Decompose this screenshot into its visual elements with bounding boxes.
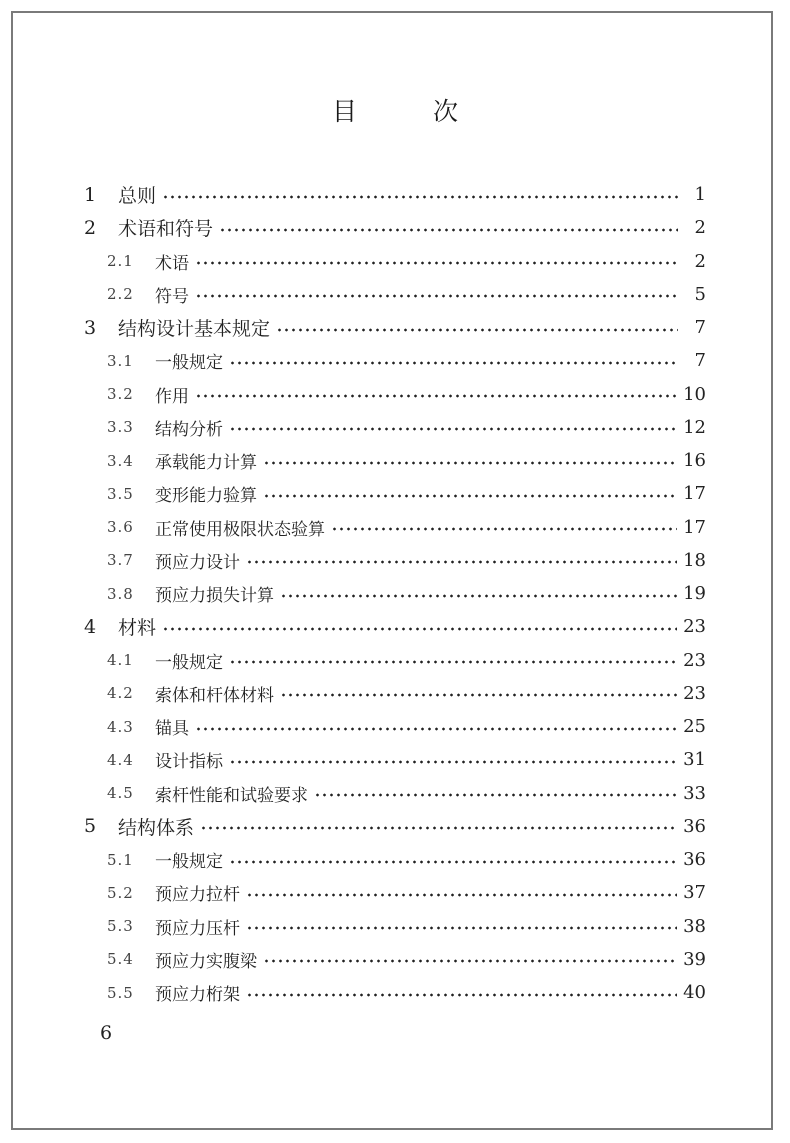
toc-entry-number: 3.2 [107, 385, 134, 403]
dot-leader [162, 627, 677, 631]
toc-section-entry[interactable] [107, 943, 706, 976]
dot-leader [200, 826, 677, 830]
toc-section-entry[interactable] [107, 644, 706, 677]
toc-entry-title: 预应力设计 [155, 552, 240, 573]
toc-entry-title: 正常使用极限状态验算 [155, 519, 325, 540]
toc-entry-number: 5.3 [107, 917, 134, 935]
toc-entry-number: 3 [84, 316, 97, 339]
toc-entry-number: 3.3 [107, 418, 134, 437]
toc-section-entry[interactable] [107, 411, 706, 444]
toc-entry-number: 5.5 [107, 983, 134, 1002]
dot-leader [219, 228, 678, 232]
toc-entry-number: 4.4 [107, 750, 134, 769]
toc-entry-page: 36 [683, 849, 706, 870]
toc-entry-title: 锚具 [155, 719, 189, 739]
toc-entry-title: 一般规定 [155, 652, 223, 673]
toc-entry-page: 17 [683, 516, 706, 538]
toc-entry-page: 19 [683, 583, 706, 604]
toc-section-entry[interactable] [107, 278, 706, 311]
toc-section-entry[interactable] [107, 677, 706, 710]
toc-entry-title: 材料 [118, 617, 157, 640]
dot-leader [229, 361, 678, 365]
toc-section-entry[interactable] [107, 743, 706, 776]
toc-entry-title: 预应力实腹梁 [155, 951, 257, 972]
toc-entry-number: 3.7 [107, 551, 134, 570]
dot-leader [195, 294, 678, 298]
toc-entry-number: 4.2 [107, 684, 134, 703]
toc-entry-title: 承载能力计算 [155, 453, 257, 473]
dot-leader [195, 261, 678, 265]
toc-entry-title: 术语和符号 [118, 218, 214, 241]
dot-leader [229, 860, 677, 864]
dot-leader [229, 760, 677, 764]
dot-leader [280, 693, 677, 697]
toc-section-entry[interactable] [107, 876, 706, 909]
toc-section-entry[interactable] [107, 511, 706, 544]
dot-leader [246, 993, 677, 997]
toc-entry-number: 3.5 [107, 484, 134, 503]
toc-entry-number: 2.2 [107, 285, 134, 304]
toc-entry-number: 1 [84, 183, 97, 206]
toc-entry-number: 4.5 [107, 784, 134, 802]
toc-chapter-entry[interactable] [84, 311, 706, 344]
dot-leader [246, 926, 677, 930]
toc-entry-page: 1 [694, 184, 706, 205]
dot-leader [263, 959, 677, 963]
toc-entry-number: 4.1 [107, 651, 134, 669]
toc-entry-number: 3.4 [107, 451, 134, 470]
toc-entry-title: 结构体系 [118, 816, 195, 839]
toc-entry-number: 3.6 [107, 518, 134, 536]
toc-entry-title: 变形能力验算 [155, 486, 257, 507]
toc-entry-number: 5.1 [107, 850, 134, 869]
toc-entry-page: 38 [683, 915, 706, 937]
toc-entry-page: 40 [683, 982, 706, 1003]
toc-chapter-entry[interactable] [84, 610, 706, 643]
toc-entry-page: 7 [694, 317, 706, 338]
toc-entry-title: 符号 [155, 286, 189, 307]
toc-entry-page: 2 [694, 217, 706, 239]
toc-entry-title: 预应力压杆 [155, 918, 240, 939]
toc-entry-number: 2.1 [107, 252, 134, 270]
dot-leader [280, 594, 677, 598]
dot-leader [314, 793, 677, 797]
dot-leader [263, 461, 677, 465]
toc-section-entry[interactable] [107, 710, 706, 743]
toc-entry-page: 17 [683, 483, 706, 505]
dot-leader [263, 494, 677, 498]
toc-entry-title: 预应力损失计算 [155, 586, 274, 606]
toc-entry-page: 23 [683, 649, 706, 671]
dot-leader [246, 893, 677, 897]
toc-entry-page: 7 [694, 350, 706, 372]
dot-leader [331, 527, 677, 531]
toc-entry-page: 23 [683, 682, 706, 704]
toc-section-entry[interactable] [107, 544, 706, 577]
toc-section-entry[interactable] [107, 444, 706, 477]
toc-entry-number: 5.4 [107, 950, 134, 969]
dot-leader [229, 660, 677, 664]
toc-section-entry[interactable] [107, 245, 706, 278]
toc-entry-title: 索体和杆体材料 [155, 685, 274, 706]
toc-entry-title: 结构分析 [155, 419, 223, 440]
toc-entry-title: 预应力桁架 [155, 985, 240, 1005]
toc-section-entry[interactable] [107, 777, 706, 810]
toc-entry-page: 2 [694, 250, 706, 272]
toc-entry-title: 一般规定 [155, 852, 223, 872]
toc-entry-title: 术语 [155, 253, 189, 274]
toc-entry-title: 设计指标 [155, 752, 223, 773]
toc-entry-title: 总则 [118, 185, 157, 207]
toc-entry-page: 39 [683, 948, 706, 970]
toc-entry-page: 5 [694, 283, 706, 305]
title-char-2: 次 [433, 97, 459, 126]
toc-chapter-entry[interactable] [84, 810, 706, 843]
toc-entry-title: 预应力拉杆 [155, 885, 240, 906]
toc-entry-number: 4 [84, 615, 97, 638]
toc-section-entry[interactable] [107, 344, 706, 377]
toc-entry-page: 23 [683, 616, 706, 638]
dot-leader [276, 328, 678, 332]
toc-entry-page: 16 [683, 450, 706, 471]
toc-entry-title: 一般规定 [155, 353, 223, 374]
toc-entry-page: 36 [683, 815, 706, 837]
toc-entry-page: 12 [683, 416, 706, 438]
toc-entry-page: 37 [683, 882, 706, 904]
toc-entry-page: 33 [683, 782, 706, 804]
toc-entry-number: 5.2 [107, 883, 134, 902]
toc-entry-number: 4.3 [107, 717, 134, 736]
toc-entry-page: 25 [683, 716, 706, 737]
page-title [0, 92, 790, 128]
dot-leader [195, 394, 677, 398]
dot-leader [195, 727, 677, 731]
toc-entry-title: 结构设计基本规定 [118, 318, 271, 340]
dot-leader [162, 195, 678, 199]
page-number: 6 [100, 1022, 113, 1044]
toc-entry-number: 5 [84, 815, 97, 838]
toc-entry-number: 2 [84, 216, 97, 239]
toc-entry-title: 索杆性能和试验要求 [155, 785, 308, 806]
toc-entry-page: 31 [683, 749, 706, 771]
toc-entry-number: 3.8 [107, 584, 134, 603]
toc-section-entry[interactable] [107, 910, 706, 943]
toc-section-entry[interactable] [107, 577, 706, 610]
toc-section-entry[interactable] [107, 477, 706, 510]
toc-entry-page: 10 [683, 383, 706, 405]
dot-leader [246, 560, 677, 564]
toc-section-entry[interactable] [107, 976, 706, 1009]
title-char-1: 目 [331, 97, 357, 126]
toc-section-entry[interactable] [107, 378, 706, 411]
toc-section-entry[interactable] [107, 843, 706, 876]
dot-leader [229, 427, 677, 431]
toc-chapter-entry[interactable] [84, 211, 706, 244]
toc-entry-title: 作用 [155, 386, 189, 407]
toc-entry-number: 3.1 [107, 351, 134, 370]
toc-chapter-entry[interactable] [84, 178, 706, 211]
toc-entry-page: 18 [683, 549, 706, 571]
